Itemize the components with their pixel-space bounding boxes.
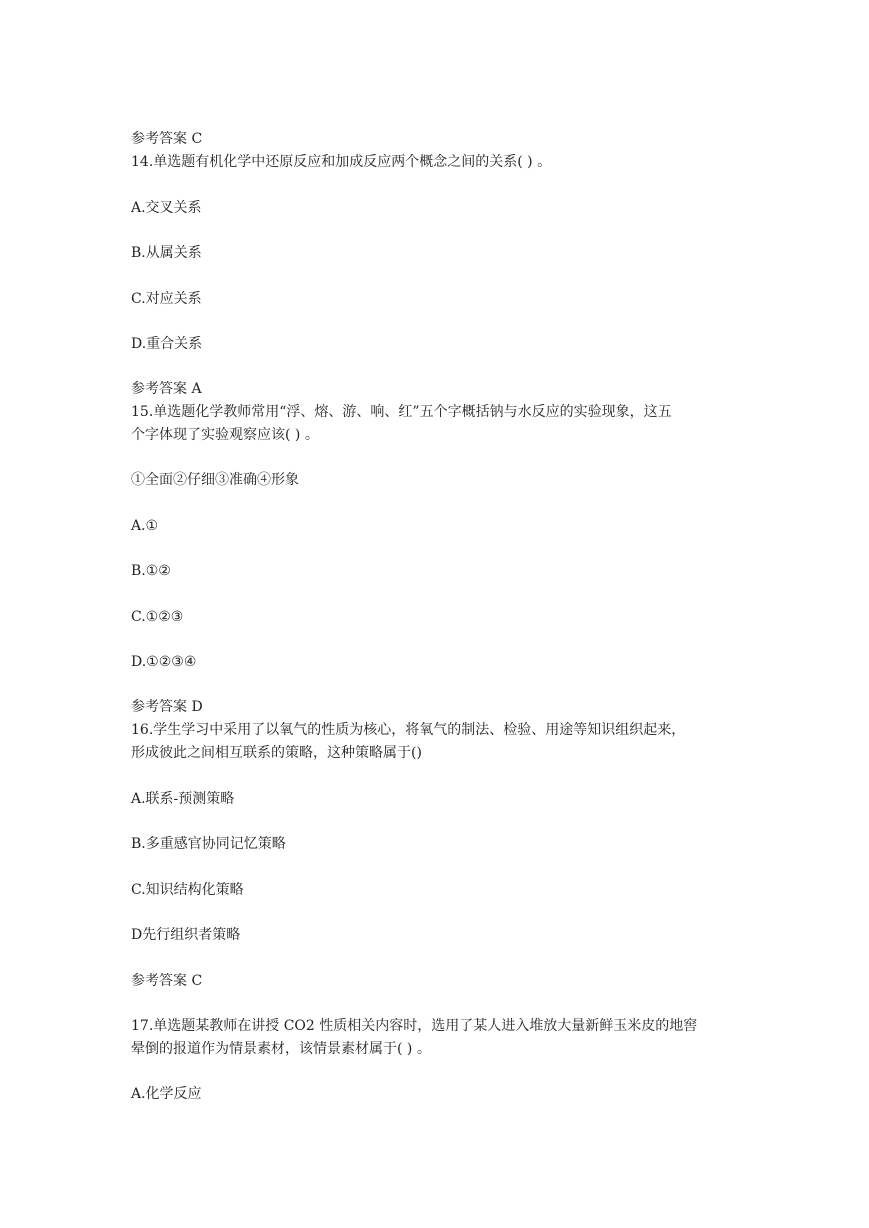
question-15-option-d: D.①②③④ xyxy=(131,654,197,670)
answer-16: 参考答案 C xyxy=(131,973,203,989)
answer-14: 参考答案 A xyxy=(131,381,202,397)
question-15-option-b: B.①② xyxy=(131,563,171,579)
question-14-option-c: C.对应关系 xyxy=(131,291,202,307)
question-15-stem-line1: 15.单选题化学教师常用“浮、熔、游、响、红”五个字概括钠与水反应的实验现象，这五 xyxy=(131,404,672,420)
question-14-stem: 14.单选题有机化学中还原反应和加成反应两个概念之间的关系( ) 。 xyxy=(131,154,552,170)
question-17-stem-line1: 17.单选题某教师在讲授 CO2 性质相关内容时，选用了某人进入堆放大量新鲜玉米皮的地窖 xyxy=(131,1018,698,1034)
answer-13: 参考答案 C xyxy=(131,131,203,147)
question-16-option-b: B.多重感官协同记忆策略 xyxy=(131,836,286,852)
question-17-stem-line2: 晕倒的报道作为情景素材，该情景素材属于( ) 。 xyxy=(131,1041,431,1057)
answer-15: 参考答案 D xyxy=(131,699,203,715)
question-14-option-a: A.交叉关系 xyxy=(131,200,202,216)
question-16-stem-line1: 16.学生学习中采用了以氧气的性质为核心，将氧气的制法、检验、用途等知识组织起来， xyxy=(131,722,686,738)
question-16-option-c: C.知识结构化策略 xyxy=(131,882,244,898)
question-15-option-c: C.①②③ xyxy=(131,609,184,625)
question-15-option-a: A.① xyxy=(131,518,159,534)
question-16-stem-line2: 形成彼此之间相互联系的策略，这种策略属于() xyxy=(131,745,422,761)
question-14-option-d: D.重合关系 xyxy=(131,336,203,352)
question-17-option-a: A.化学反应 xyxy=(131,1086,202,1102)
question-15-stem-line2: 个字体现了实验观察应该( ) 。 xyxy=(131,427,319,443)
question-15-statements: ①全面②仔细③准确④形象 xyxy=(131,472,299,488)
question-14-option-b: B.从属关系 xyxy=(131,245,202,261)
question-16-option-a: A.联系-预测策略 xyxy=(131,791,235,807)
question-16-option-d: D先行组织者策略 xyxy=(131,927,241,943)
